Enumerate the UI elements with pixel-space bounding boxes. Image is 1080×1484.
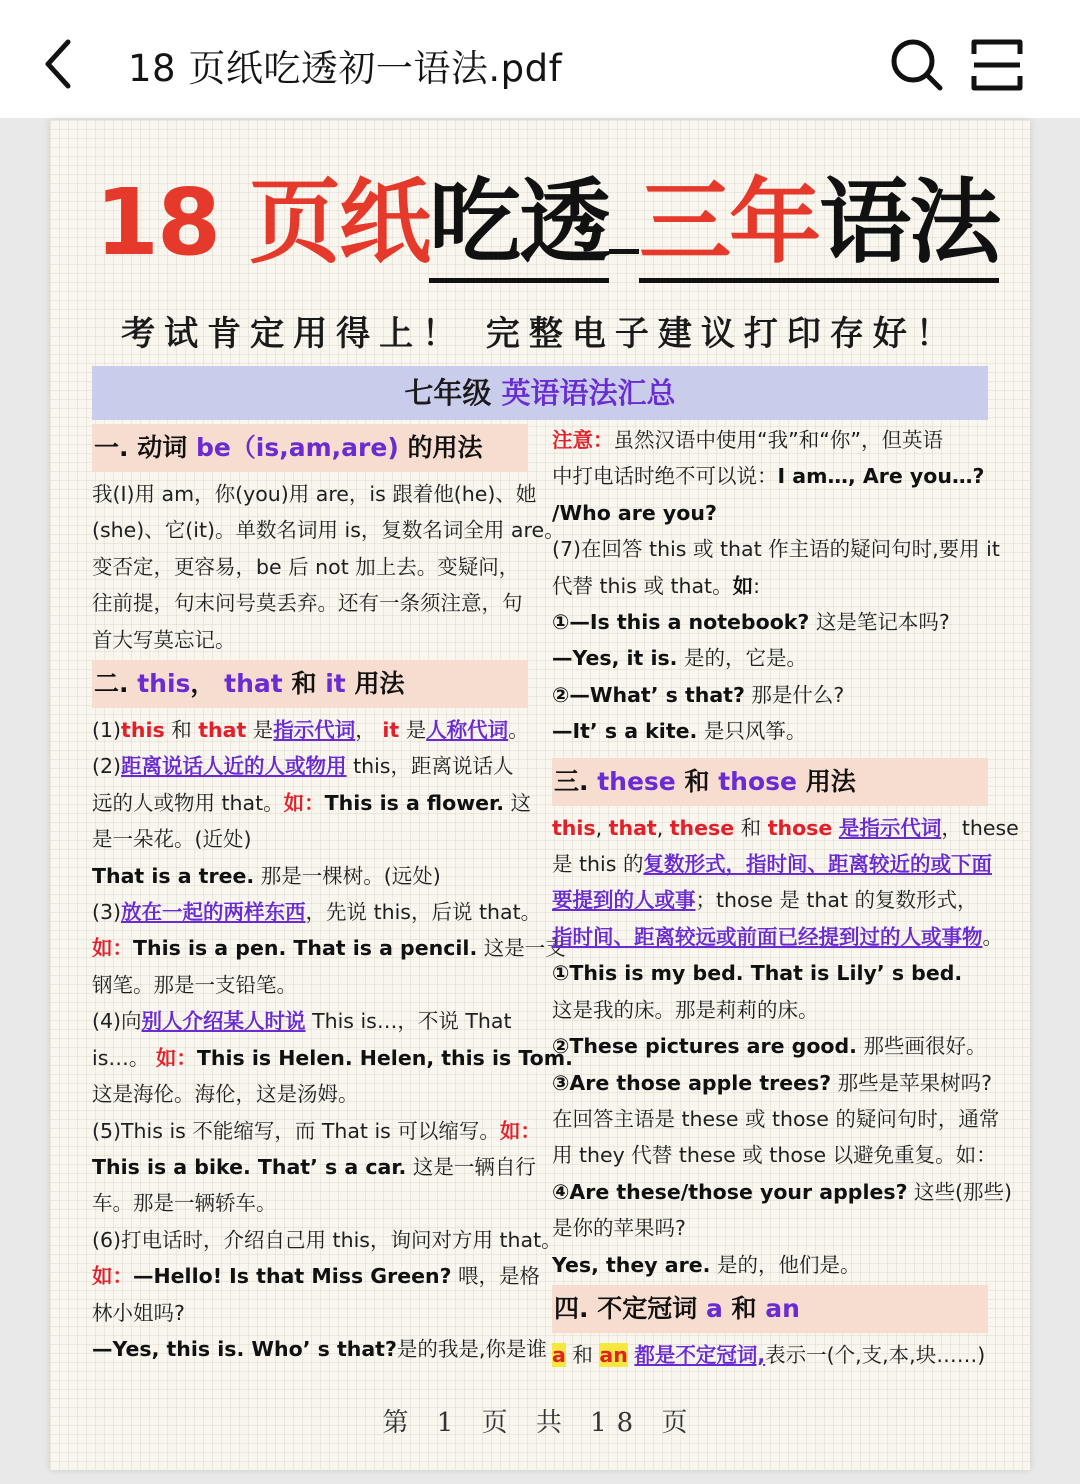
- heading-keyword: those: [718, 766, 797, 796]
- text: 是: [405, 718, 427, 743]
- text: 是 this 的: [552, 852, 644, 877]
- section-number: 三.: [554, 766, 589, 796]
- example-sentence: This is a bike. That’ s a car.: [92, 1154, 407, 1179]
- underlined-term: 指时间、距离较远或前面已经提到过的人或事物: [552, 924, 983, 949]
- section-number: 四.: [554, 1293, 589, 1323]
- section-4-heading: [552, 1285, 988, 1333]
- page-footer: 第 1 页 共 18 页: [382, 1408, 698, 1438]
- text: 喂，是格: [451, 1264, 541, 1289]
- text-line: (she)、它(it)。单数名词用 is，复数名词全用 are。: [92, 518, 565, 543]
- title-part-3: 三年: [639, 168, 819, 283]
- text: 这是一辆自行: [406, 1154, 536, 1179]
- underlined-term: 距离说话人近的人或物用: [121, 754, 347, 779]
- text-line: 这是我的床。那是莉莉的床。: [552, 997, 819, 1022]
- heading-text: 动词: [137, 433, 188, 462]
- text: ，: [355, 718, 376, 743]
- example-sentence: Yes, they are.: [552, 1252, 711, 1277]
- text-line: 车。那是一辆轿车。: [92, 1191, 277, 1216]
- text-line: [92, 1331, 547, 1367]
- title-part-1: 18 页纸: [95, 169, 430, 276]
- text-line: [92, 858, 528, 894]
- rule-3: [92, 894, 542, 930]
- text-line: [92, 1040, 573, 1076]
- text: 是只风筝。: [697, 719, 807, 744]
- text: 和: [565, 1342, 600, 1367]
- text-line: [552, 919, 1003, 955]
- text: ,: [656, 815, 670, 840]
- keyword: these: [669, 815, 735, 840]
- text: (5)This is 不能缩写，而 That is 可以缩写。: [92, 1118, 500, 1143]
- heading-text: 用法: [805, 766, 856, 796]
- title-part-4: 语法: [819, 168, 999, 283]
- text: 那是什么?: [744, 682, 845, 707]
- example-sentence: I am…, Are you…?: [777, 464, 985, 489]
- keyword: an: [599, 1342, 628, 1367]
- text-line: 首大写莫忘记。: [92, 627, 236, 652]
- heading-keyword: an: [765, 1293, 800, 1323]
- text-line: [552, 1337, 988, 1373]
- text: 那是一棵树。(远处): [254, 863, 441, 888]
- keyword: that: [198, 718, 247, 743]
- document-title: 18 页纸吃透初一语法.pdf: [128, 47, 563, 90]
- text: 是的，他们是。: [710, 1252, 861, 1277]
- title-part-2: 吃透: [429, 168, 609, 283]
- text: this，距离说话人: [346, 754, 514, 779]
- text-line: 变否定，更容易，be 后 not 加上去。变疑问，: [92, 554, 520, 579]
- text: 这些(那些): [907, 1179, 1012, 1204]
- example-sentence: This is a pen. That is a pencil.: [133, 936, 478, 961]
- keyword: that: [608, 815, 657, 840]
- section-1-body: [92, 476, 565, 658]
- keyword: this: [121, 718, 165, 743]
- underlined-term: 放在一起的两样东西: [121, 900, 306, 925]
- keyword: a: [552, 1342, 566, 1367]
- left-column: [92, 422, 573, 1367]
- text: 表示一(个,支,本,块……): [765, 1342, 986, 1367]
- section-number: 二.: [94, 669, 129, 699]
- text: 远的人或物用 that。: [92, 790, 284, 815]
- text: 是: [252, 718, 274, 743]
- heading-text: 和: [684, 766, 710, 796]
- text: 。: [508, 718, 529, 743]
- note-line: [552, 422, 988, 458]
- example-sentence: ②—What’ s that?: [552, 682, 745, 707]
- text: 代替 this 或 that。: [552, 573, 733, 598]
- text: 中打电话时绝不可以说：: [552, 464, 778, 489]
- text-line: [92, 1149, 536, 1185]
- text: 虽然汉语中使用“我”和“你”，但英语: [613, 428, 943, 452]
- rule-6: (6)打电话时，介绍自己用 this，询问对方用 that。: [92, 1227, 562, 1252]
- text: 和: [171, 718, 192, 743]
- text: (4)向: [92, 1009, 142, 1034]
- text: 是的，它是。: [677, 646, 808, 671]
- keyword: this: [552, 815, 596, 840]
- grade-banner: [92, 366, 988, 420]
- grade-label: 七年级: [404, 376, 492, 410]
- example-line: [552, 713, 988, 749]
- text: 这: [504, 790, 532, 815]
- heading-keyword: that: [224, 669, 283, 699]
- text-line: [92, 930, 566, 966]
- example-sentence: —It’ s a kite.: [552, 719, 698, 744]
- example-line: [552, 1028, 988, 1064]
- example-sentence: —Hello! Is that Miss Green?: [133, 1264, 452, 1289]
- underlined-term: 是指示代词: [838, 815, 942, 840]
- heading-keyword: it: [325, 669, 346, 699]
- underlined-term: 人称代词: [426, 718, 509, 743]
- text: (3): [92, 900, 122, 925]
- example-line: [552, 1174, 1012, 1210]
- example-line: ①This is my bed. That is Lily’ s bed.: [552, 961, 963, 986]
- heading-text: 和: [291, 669, 317, 699]
- text-line: 这是海伦。海伦，这是汤姆。: [92, 1082, 359, 1107]
- text: 这是笔记本吗?: [809, 610, 950, 635]
- text: ，these: [941, 815, 1019, 840]
- heading-text: 用法: [354, 669, 405, 699]
- keyword: those: [767, 815, 833, 840]
- example-line: [552, 640, 988, 676]
- top-bar: [0, 0, 1080, 118]
- underlined-term: 复数形式，指时间、距离较近的或下面: [643, 852, 992, 877]
- text-line: [92, 1258, 541, 1294]
- example-label: 如：: [92, 1264, 133, 1289]
- text: 这是一支: [477, 936, 566, 961]
- text-line: [552, 882, 988, 918]
- text: ，先说 this，后说 that。: [305, 900, 542, 925]
- section-number: 一.: [94, 433, 129, 462]
- text-line: [552, 810, 1019, 846]
- example-sentence: This is Helen. Helen, this is Tom.: [196, 1045, 573, 1070]
- underlined-term: 指示代词: [273, 718, 356, 743]
- text-line: 用 they 代替 these 或 those 以避免重复。如：: [552, 1143, 997, 1168]
- text-line: [552, 458, 988, 494]
- text: (1): [92, 718, 122, 743]
- section-2-body: [92, 712, 573, 1367]
- pdf-page: [50, 120, 1030, 1470]
- heading-keyword: a: [705, 1293, 723, 1323]
- example-label: 如：: [499, 1118, 541, 1143]
- rule-1: [92, 712, 528, 748]
- text: This is…，不说 That: [305, 1009, 512, 1034]
- example-sentence: —Yes, this is. Who’ s that?: [92, 1336, 397, 1361]
- subtitle: 考试肯定用得上！ 完整电子建议打印存好！: [121, 314, 959, 354]
- underlined-term: 别人介绍某人时说: [141, 1009, 306, 1034]
- example-sentence: —Yes, it is.: [552, 646, 678, 671]
- example-line: [552, 1065, 993, 1101]
- main-title: [95, 168, 1015, 278]
- search-icon[interactable]: [888, 36, 944, 92]
- scan-icon[interactable]: [970, 38, 1024, 92]
- keyword: it: [382, 718, 400, 743]
- right-column: [552, 422, 1019, 1373]
- title-gap: [609, 249, 639, 254]
- example-sentence: That is a tree.: [92, 863, 255, 888]
- text-line: [552, 846, 992, 882]
- example-label: 如: [732, 573, 754, 598]
- text: 那些是苹果树吗?: [831, 1070, 993, 1095]
- rule-7: (7)在回答 this 或 that 作主语的疑问句时,要用 it: [552, 537, 1000, 562]
- rule-4: [92, 1003, 528, 1039]
- text: ；those 是 that 的复数形式，: [695, 888, 978, 913]
- rule-5: [92, 1113, 541, 1149]
- example-sentence: ④Are these/those your apples?: [552, 1179, 908, 1204]
- text-line: /Who are you?: [552, 500, 717, 525]
- rule-2: [92, 748, 528, 784]
- text-line: 往前提，句末问号莫丢弃。还有一条须注意，句: [92, 591, 523, 616]
- grade-topic: 英语语法汇总: [501, 376, 676, 410]
- example-sentence: This is a flower.: [324, 790, 505, 815]
- text-line: 在回答主语是 these 或 those 的疑问句时，通常: [552, 1106, 1000, 1131]
- heading-keyword: these: [597, 766, 676, 796]
- heading-text: 不定冠词: [597, 1293, 698, 1323]
- example-sentence: ③Are those apple trees?: [552, 1070, 832, 1095]
- example-sentence: ①—Is this a notebook?: [552, 610, 810, 635]
- underlined-term: 要提到的人或事: [552, 888, 696, 913]
- heading-text: ，: [190, 669, 216, 699]
- text-line: 钢笔。那是一支铅笔。: [92, 972, 297, 997]
- back-arrow-icon[interactable]: [38, 36, 88, 92]
- note-label: 注意：: [552, 428, 614, 452]
- heading-keyword: be（is,am,are): [195, 433, 399, 462]
- text-line: 是一朵花。(近处): [92, 827, 252, 852]
- text-line: 代替 this 或 that。如:: [552, 573, 761, 598]
- example-line: [552, 604, 988, 640]
- text-line: [92, 785, 532, 821]
- text: is…。: [92, 1045, 150, 1070]
- underlined-term: 都是不定冠词,: [634, 1342, 766, 1367]
- example-label: 如：: [92, 936, 133, 961]
- section-1-heading: [92, 424, 528, 472]
- heading-keyword: this: [137, 669, 191, 699]
- text-line: 林小姐吗?: [92, 1300, 185, 1325]
- text: 是的我是,你是谁: [396, 1336, 547, 1361]
- text: 。: [982, 924, 1003, 949]
- section-2-heading: [92, 660, 528, 708]
- text: 那些画很好。: [856, 1034, 987, 1059]
- example-label: 如：: [283, 790, 325, 815]
- text-line: 我(I)用 am，你(you)用 are，is 跟着他(he)、她: [92, 482, 537, 506]
- example-sentence: ②These pictures are good.: [552, 1034, 857, 1059]
- text: 和: [734, 815, 768, 840]
- text: (2): [92, 754, 122, 779]
- text-line: 是你的苹果吗?: [552, 1216, 686, 1241]
- text: ,: [595, 815, 609, 840]
- example-label: 如：: [155, 1045, 197, 1070]
- heading-text: 和: [731, 1293, 757, 1323]
- section-3-heading: [552, 758, 988, 806]
- heading-text: 的用法: [407, 433, 483, 462]
- example-line: [552, 677, 988, 713]
- example-line: [552, 1247, 988, 1283]
